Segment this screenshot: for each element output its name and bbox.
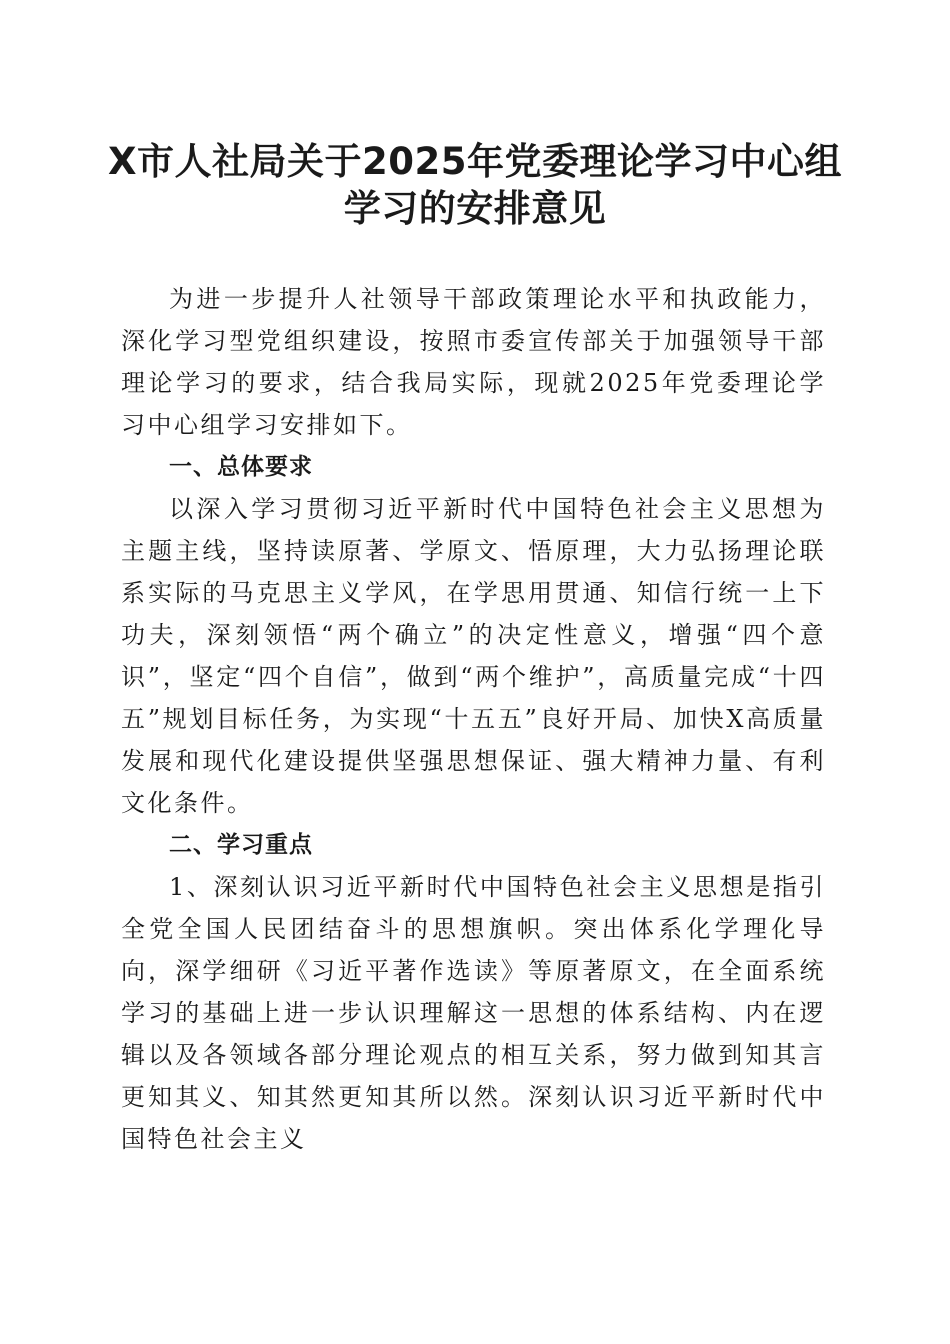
section-heading-general-requirements: 一、总体要求: [169, 454, 313, 480]
title-line-2: 学习的安排意见: [343, 187, 607, 230]
document-title: [100, 138, 850, 232]
document-body: [121, 278, 826, 1160]
general-requirements-paragraph: 以深入学习贯彻习近平新时代中国特色社会主义思想为主题主线，坚持读原著、学原文、悟原理，大力弘扬理论联系实际的马克思主义学风，在学思用贯通、知信行统一上下功夫，深刻领悟“两个确立”的决定性意义，增强“四个意识”，坚定“四个自信”，做到“两个维护”，高质量完成“十四五”规划目标任务，为实现“十五五”良好开局、加快X高质量发展和现代化建设提供坚强思想保证、强大精神力量、有利文化条件。: [121, 495, 826, 817]
intro-paragraph: 为进一步提升人社领导干部政策理论水平和执政能力，深化学习型党组织建设，按照市委宣传部关于加强领导干部理论学习的要求，结合我局实际，现就2025年党委理论学习中心组学习安排如下。: [121, 285, 826, 439]
title-line-1: X市人社局关于2025年党委理论学习中心组: [107, 140, 842, 183]
section-heading-study-focus: 二、学习重点: [169, 832, 313, 858]
study-focus-item-1: 1、深刻认识习近平新时代中国特色社会主义思想是指引全党全国人民团结奋斗的思想旗帜。突出体系化学理化导向，深学细研《习近平著作选读》等原著原文，在全面系统学习的基础上进一步认识理解这一思想的体系结构、内在逻辑以及各领域各部分理论观点的相互关系，努力做到知其言更知其义、知其然更知其所以然。深刻认识习近平新时代中国特色社会主义: [121, 873, 826, 1153]
